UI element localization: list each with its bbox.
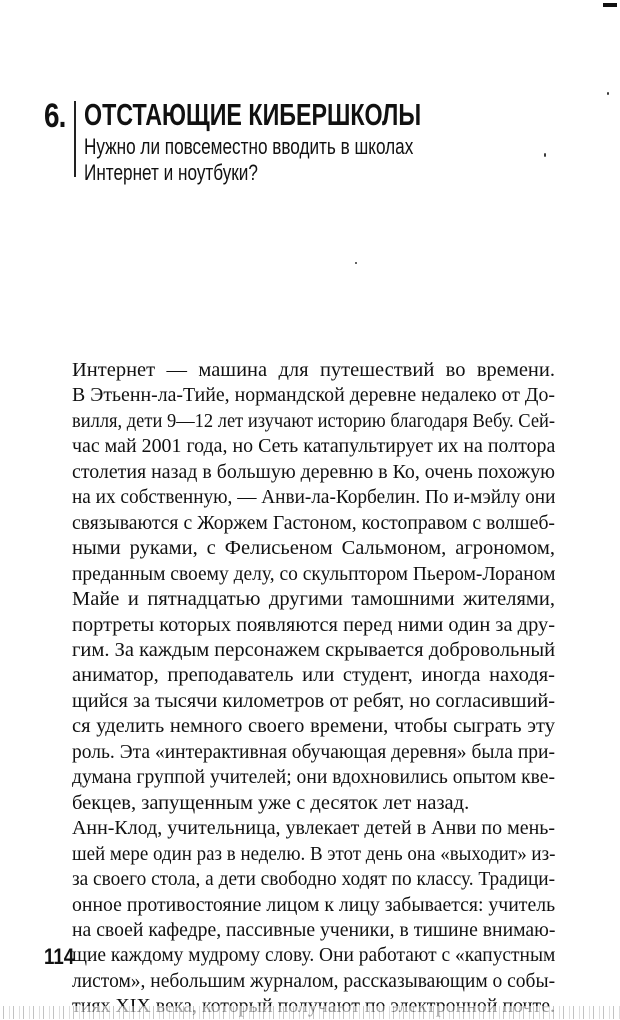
scan-speck [607, 92, 609, 95]
text-line: на своей кафедре, пассивные ученики, в тишине внимаю- [72, 918, 556, 941]
text-line: столетия назад в большую деревню в Ко, очень похожую [72, 460, 556, 483]
text-line: онное противостояние лицом к лицу забывается: учитель [72, 893, 556, 916]
text-line: бекцев, запущенным уже с десяток лет назад. [72, 791, 470, 814]
text-line: вилля, дети 9—12 лет изучают историю благодаря Вебу. Сей- [72, 409, 556, 432]
text-line: роль. Эта «интерактивная обучающая деревня» была при- [72, 740, 556, 763]
text-line: В Этьенн-ла-Тийе, нормандской деревне недалеко от До- [72, 384, 555, 407]
chapter-subtitle [84, 134, 413, 186]
text-line: за своего стола, а дети свободно ходят по классу. Традици- [72, 868, 556, 891]
text-line: щие каждому мудрому слову. Они работают с «капустным [72, 944, 556, 967]
text-line: Майе и пятнадцатью другими тамошними жителями, [72, 588, 555, 611]
text-line: аниматор, преподаватель или студент, иногда находя- [72, 664, 555, 687]
paragraph-1 [72, 358, 555, 816]
paragraph-2 [72, 816, 555, 1020]
text-line: думана группой учителей; они вдохновились опытом кве- [72, 766, 555, 789]
text-line: связываются с Жоржем Гастоном, костоправом с волшеб- [72, 511, 555, 534]
scan-speck [544, 153, 546, 157]
text-line: ся уделить немного своего времени, чтобы сыграть эту [72, 715, 555, 738]
scan-speck [355, 262, 357, 264]
chapter-divider [74, 101, 76, 177]
text-line: ными руками, с Фелисьеном Сальмоном, агрономом, [72, 537, 555, 560]
text-line: портреты которых появляются перед ними один за дру- [72, 613, 556, 636]
text-line: Интернет — машина для путешествий во времени. [72, 359, 555, 381]
scan-bottom-edge [0, 1006, 620, 1019]
text-line: преданным своему делу, со скульптором Пьером-Лораном [72, 562, 556, 585]
body-text [72, 358, 555, 1020]
chapter-subtitle-line: Интернет и ноутбуки? [84, 160, 258, 185]
page-number: 114 [44, 944, 75, 969]
text-line: час май 2001 года, но Сеть катапультирует их на полтора [72, 435, 556, 458]
scan-corner-mark [603, 3, 617, 7]
chapter-title: ОТСТАЮЩИЕ КИБЕРШКОЛЫ [84, 97, 422, 132]
chapter-subtitle-line: Нужно ли повсеместно вводить в школах [84, 134, 414, 159]
text-line: шей мере один раз в неделю. В этот день она «выходит» из- [72, 842, 556, 865]
text-line: Анн-Клод, учительница, увлекает детей в Анви по мень- [72, 817, 556, 840]
chapter-number: 6. [44, 97, 66, 135]
text-line: гим. За каждым персонажем скрывается добровольный [72, 638, 556, 661]
text-line: листом», небольшим журналом, рассказывающим о собы- [72, 969, 556, 992]
text-line: щийся за тысячи километров от ребят, но согласивший- [72, 689, 556, 712]
text-line: на их собственную, — Анви-ла-Корбелин. По и-мэйлу они [72, 486, 556, 509]
